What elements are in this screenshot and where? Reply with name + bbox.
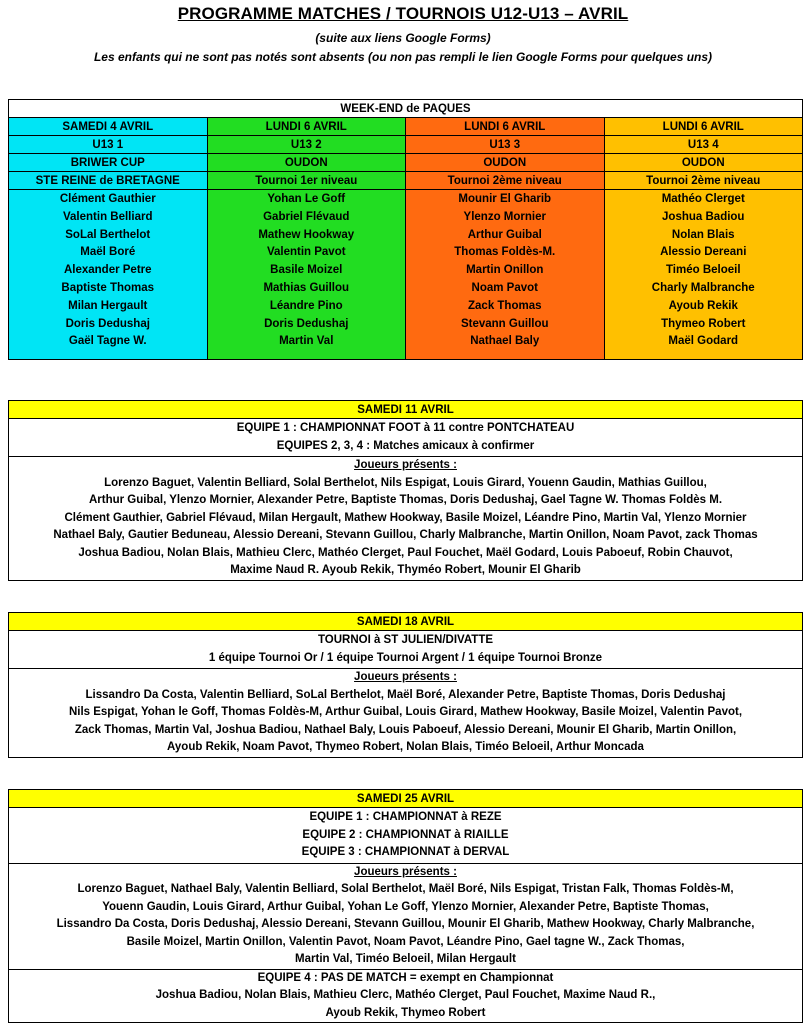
col1-event: BRIWER CUP <box>9 154 208 172</box>
player-name: Noam Pavot <box>471 281 538 294</box>
col4-players <box>604 190 803 360</box>
team4-line: EQUIPE 4 : PAS DE MATCH = exempt en Championnat <box>257 971 554 984</box>
players-line: Martin Val, Timéo Beloeil, Milan Hergault <box>295 953 516 965</box>
players-label: Joueurs présents : <box>354 865 457 878</box>
player-name: Joshua Badiou <box>662 210 745 223</box>
player-name: Thomas Foldès-M. <box>454 246 556 259</box>
col4-team: U13 4 <box>604 136 803 154</box>
player-name: SoLal Berthelot <box>65 228 151 241</box>
players-line: Joshua Badiou, Nolan Blais, Mathieu Clerc, Mathéo Clerget, Paul Fouchet, Maël Godard, Louis Paboeuf, Robin Chauvot, <box>78 546 733 559</box>
col3-players <box>406 190 605 360</box>
team4-info <box>9 969 803 1023</box>
col3-place: Tournoi 2ème niveau <box>406 172 605 190</box>
player-name: Valentin Belliard <box>63 210 153 223</box>
col4-event: OUDON <box>604 154 803 172</box>
players-line: Lorenzo Baguet, Valentin Belliard, Solal Berthelot, Nils Espigat, Louis Girard, Youenn Gaudin, Mathias Guillou, <box>104 476 707 489</box>
player-name: Milan Hergault <box>68 299 148 312</box>
col3-team: U13 3 <box>406 136 605 154</box>
players-line: Ayoub Rekik, Noam Pavot, Thymeo Robert, Nolan Blais, Timéo Beloeil, Arthur Moncada <box>167 741 644 753</box>
players-line: Zack Thomas, Martin Val, Joshua Badiou, Nathael Baly, Louis Paboeuf, Alessio Dereani, Mounir El Gharib, Martin Onillon, <box>74 723 737 736</box>
player-name: Nathael Baly <box>470 335 540 348</box>
players-line: Lorenzo Baguet, Nathael Baly, Valentin Belliard, Solal Berthelot, Maël Boré, Nils Espigat, Tristan Falk, Thomas Foldès-M, <box>77 883 734 895</box>
player-name: Yohan Le Goff <box>267 193 346 205</box>
col3-date: LUNDI 6 AVRIL <box>406 118 605 136</box>
player-name: Charly Malbranche <box>651 281 755 294</box>
player-name: Thymeo Robert <box>661 317 746 330</box>
col1-players <box>9 190 208 360</box>
players-line: Nils Espigat, Yohan le Goff, Thomas Foldès-M, Arthur Guibal, Louis Girard, Mathew Hookway, Basile Moizel, Valentin Pavot, <box>68 706 743 718</box>
absence-note: Les enfants qui ne sont pas notés sont absents (ou non pas rempli le lien Google Forms pour quelques uns) <box>93 50 713 64</box>
players-line: Lissandro Da Costa, Valentin Belliard, SoLal Berthelot, Maël Boré, Alexander Petre, Baptiste Thomas, Doris Dedushaj <box>85 688 726 701</box>
player-name: Mathéo Clerget <box>661 193 745 205</box>
info-line: TOURNOI à ST JULIEN/DIVATTE <box>317 634 494 646</box>
players-present <box>9 669 803 758</box>
match-info <box>9 631 803 669</box>
player-name: Alessio Dereani <box>660 246 747 259</box>
col2-place: Tournoi 1er niveau <box>207 172 406 190</box>
players-line: Nathael Baly, Gautier Beduneau, Alessio Dereani, Stevann Guillou, Charly Malbranche, Martin Onillon, Noam Pavot, zack Thomas <box>53 529 758 541</box>
info-line: EQUIPE 3 : CHAMPIONNAT à DERVAL <box>301 846 510 858</box>
match-info <box>9 419 803 457</box>
player-name: Baptiste Thomas <box>61 281 155 294</box>
player-name: Valentin Pavot <box>266 246 346 259</box>
player-name: Doris Dedushaj <box>65 317 150 330</box>
subtitle: (suite aux liens Google Forms) <box>315 31 491 45</box>
block-11-avril <box>8 400 803 581</box>
info-line: 1 équipe Tournoi Or / 1 équipe Tournoi Argent / 1 équipe Tournoi Bronze <box>208 651 603 664</box>
players-present <box>9 457 803 581</box>
players-line: Lissandro Da Costa, Doris Dedushaj, Alessio Dereani, Stevann Guillou, Mounir El Gharib, Mathew Hookway, Charly Malbranche, <box>56 918 755 930</box>
player-name: Martin Onillon <box>466 264 544 277</box>
players-line: Clément Gauthier, Gabriel Flévaud, Milan Hergault, Mathew Hookway, Basile Moizel, Léandre Pino, Martin Val, Ylenzo Mornier <box>64 511 747 524</box>
match-info <box>9 808 803 864</box>
players-line: Youenn Gaudin, Louis Girard, Arthur Guibal, Yohan Le Goff, Ylenzo Mornier, Alexander Petre, Baptiste Thomas, <box>102 900 709 913</box>
player-name: Mathew Hookway <box>258 228 355 241</box>
player-name: Nolan Blais <box>671 228 735 241</box>
player-name: Maël Boré <box>80 246 136 259</box>
info-line: EQUIPES 2, 3, 4 : Matches amicaux à confirmer <box>276 439 535 452</box>
player-name: Martin Val <box>279 335 334 348</box>
team4-line: Ayoub Rekik, Thymeo Robert <box>325 1006 486 1019</box>
player-name: Doris Dedushaj <box>264 317 349 330</box>
col3-event: OUDON <box>406 154 605 172</box>
col2-players <box>207 190 406 360</box>
players-present <box>9 863 803 969</box>
player-name: Ylenzo Mornier <box>463 210 546 223</box>
block-25-avril <box>8 789 803 1023</box>
player-name: Ayoub Rekik <box>668 299 738 312</box>
players-line: Basile Moizel, Martin Onillon, Valentin Pavot, Noam Pavot, Léandre Pino, Gael tagne W., Zack Thomas, <box>126 935 685 948</box>
players-label: Joueurs présents : <box>354 459 457 471</box>
day-title: SAMEDI 11 AVRIL <box>9 401 803 419</box>
players-label: Joueurs présents : <box>354 671 457 683</box>
col1-team: U13 1 <box>9 136 208 154</box>
weekend-title: WEEK-END de PAQUES <box>9 100 803 118</box>
col2-team: U13 2 <box>207 136 406 154</box>
player-name: Gaël Tagne W. <box>68 335 147 348</box>
player-name: Zack Thomas <box>468 299 542 312</box>
player-name: Stevann Guillou <box>460 317 549 330</box>
col2-date: LUNDI 6 AVRIL <box>207 118 406 136</box>
player-name: Léandre Pino <box>269 299 343 312</box>
day-title: SAMEDI 25 AVRIL <box>9 790 803 808</box>
col2-event: OUDON <box>207 154 406 172</box>
col4-date: LUNDI 6 AVRIL <box>604 118 803 136</box>
player-name: Mounir El Gharib <box>458 193 552 205</box>
player-name: Arthur Guibal <box>467 228 542 241</box>
player-name: Mathias Guillou <box>263 281 350 294</box>
info-line: EQUIPE 1 : CHAMPIONNAT à REZE <box>309 811 502 823</box>
col4-place: Tournoi 2ème niveau <box>604 172 803 190</box>
players-line: Maxime Naud R. Ayoub Rekik, Thyméo Robert, Mounir El Gharib <box>230 564 581 576</box>
col1-date: SAMEDI 4 AVRIL <box>9 118 208 136</box>
player-name: Maël Godard <box>668 335 739 348</box>
block-18-avril <box>8 612 803 758</box>
day-title: SAMEDI 18 AVRIL <box>9 613 803 631</box>
players-line: Arthur Guibal, Ylenzo Mornier, Alexander Petre, Baptiste Thomas, Doris Dedushaj, Gael Tagne W. Thomas Foldès M. <box>88 494 723 506</box>
player-name: Basile Moizel <box>270 264 343 277</box>
info-line: EQUIPE 1 : CHAMPIONNAT FOOT à 11 contre PONTCHATEAU <box>236 422 575 434</box>
col1-place: STE REINE de BRETAGNE <box>9 172 208 190</box>
player-name: Gabriel Flévaud <box>263 210 350 223</box>
team4-line: Joshua Badiou, Nolan Blais, Mathieu Clerc, Mathéo Clerget, Paul Fouchet, Maxime Naud R., <box>155 989 656 1001</box>
player-name: Alexander Petre <box>63 264 152 277</box>
weekend-table <box>8 99 803 360</box>
page-title: PROGRAMME MATCHES / TOURNOIS U12-U13 – AVRIL <box>177 4 629 23</box>
info-line: EQUIPE 2 : CHAMPIONNAT à RIAILLE <box>302 828 509 841</box>
player-name: Clément Gauthier <box>59 193 156 205</box>
player-name: Timéo Beloeil <box>665 264 741 277</box>
